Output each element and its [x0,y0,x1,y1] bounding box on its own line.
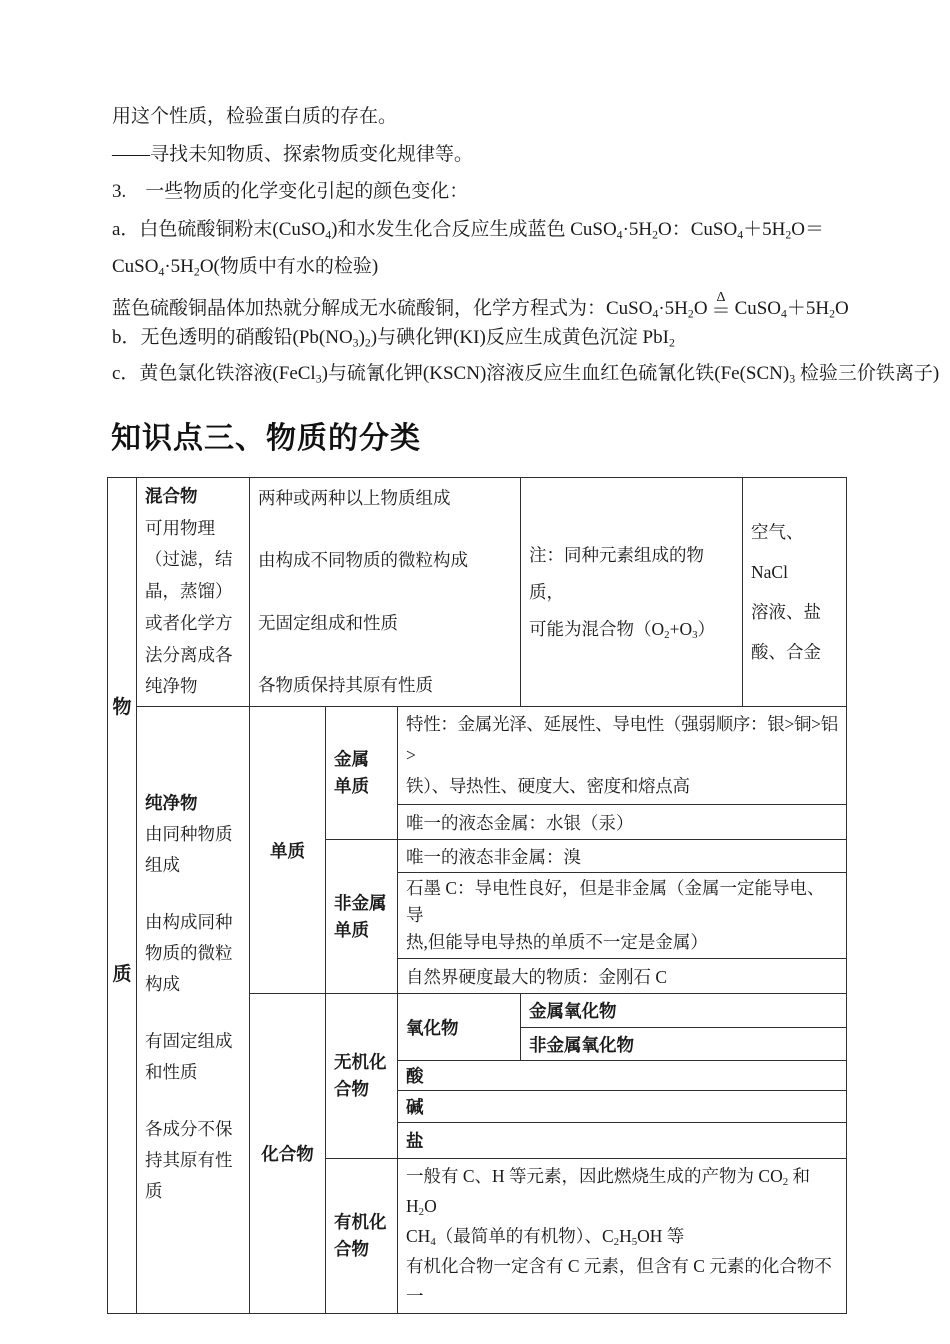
cell-metal-oxide: 金属氧化物 [521,994,847,1028]
cell-inorganic-label: 无机化 合物 [326,994,398,1159]
intro-line-4: a．白色硫酸铜粉末(CuSO$_4$)和水发生化合反应生成蓝色 $CuSO_4\cdot 5H_2O$：$CuSO_4+5H_2O=$ [112,219,824,242]
cell-nonmetal-element-label: 非金属 单质 [326,840,398,994]
cell-organic-description: 一般有 C、H 等元素，因此燃烧生成的产物为 $CO_2$ 和 $H_2O$ $CH_4$（最简单的有机物）、$C_2H_5OH$ 等 有机化合物一定含有 C 元素，但含有 C 元素的化合物不一 [398,1159,847,1314]
cell-pure-substance: 纯净物 由同种物质 组成 由构成同种 物质的微粒 构成 有固定组成 和性质 各成分不保 持其原有性 质 [137,707,250,1314]
intro-line-5: $CuSO_4\cdot 5H_2O$(物质中有水的检验) [112,256,379,279]
cell-base: 碱 [398,1091,847,1123]
cell-nonmetal-oxide: 非金属氧化物 [521,1028,847,1061]
cell-element-label: 单质 [250,707,326,994]
substance-char-top: 物 [112,697,132,718]
cell-organic-label: 有机化 合物 [326,1159,398,1314]
cell-metal-element-label: 金属 单质 [326,707,398,840]
cell-mixture-examples: 空气、NaCl 溶液、盐 酸、合金 [743,478,847,707]
intro-line-2: ——寻找未知物质、探索物质变化规律等。 [112,144,474,165]
cell-compound-label: 化合物 [250,994,326,1314]
cell-acid: 酸 [398,1061,847,1091]
cell-liquid-nonmetal: 唯一的液态非金属：溴 [398,840,847,873]
intro-line-7: b．无色透明的硝酸铅$(Pb(NO_3)_2)$与碘化钾(KI)反应生成黄色沉淀 PbI$_2$ [112,327,675,350]
intro-line-3: 3. 一些物质的化学变化引起的颜色变化： [112,181,469,202]
cell-mixture-features: 两种或两种以上物质组成 由构成不同物质的微粒构成 无固定组成和性质 各物质保持其原有性质 [250,478,521,707]
cell-mixture-note: 注：同种元素组成的物质， 可能为混合物$(O_2+O_3)$ [521,478,743,707]
cell-oxide-label: 氧化物 [398,994,521,1061]
intro-line-1: 用这个性质，检验蛋白质的存在。 [112,106,398,127]
substance-char-bottom: 质 [112,964,132,985]
intro-line-8: c．黄色氯化铁溶液(FeCl$_3$)与硫氰化钾(KSCN)溶液反应生血红色硫氰化铁($Fe(SCN)_3$ 检验三价铁离子) [112,363,940,386]
page-title: 知识点三、物质的分类 [111,422,421,455]
cell-hardest-substance: 自然界硬度最大的物质：金刚石 C [398,959,847,994]
cell-salt: 盐 [398,1123,847,1159]
cell-metal-properties: 特性：金属光泽、延展性、导电性（强弱顺序：银>铜>铝> 铁）、导热性、硬度大、密度和熔点高 [398,707,847,805]
cell-graphite-note: 石墨 C：导电性良好，但是非金属（金属一定能导电、导 热,但能导电导热的单质不一定是金属） [398,873,847,959]
classification-table [107,477,847,1314]
cell-mixture-label: 混合物 可用物理 （过滤，结 晶，蒸馏） 或者化学方 法分离成各 纯净物 [137,478,250,707]
intro-line-6: 蓝色硫酸铜晶体加热就分解成无水硫酸铜，化学方程式为：$CuSO_4\cdot 5H_2O$ Δ ＝ $CuSO_4+5H_2O$ [112,290,849,322]
cell-substance-stub [108,478,137,1314]
cell-liquid-metal: 唯一的液态金属：水银（汞） [398,805,847,840]
